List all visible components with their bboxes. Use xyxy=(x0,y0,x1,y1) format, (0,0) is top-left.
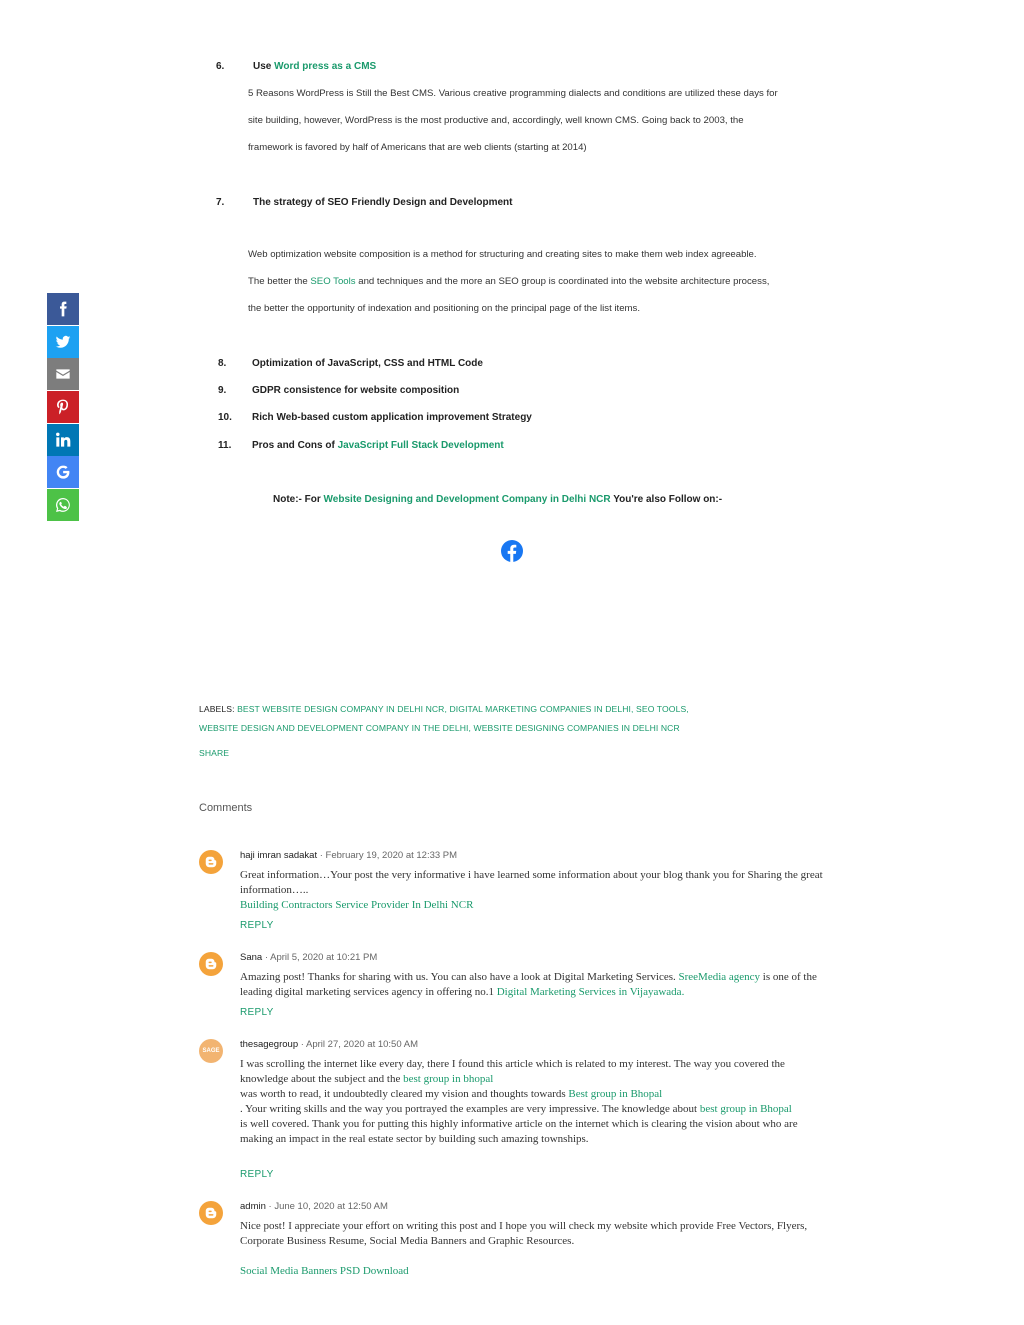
facebook-follow-icon[interactable] xyxy=(501,540,523,562)
comment-link[interactable]: Building Contractors Service Provider In Delhi NCR xyxy=(240,899,474,911)
comments-heading: Comments xyxy=(199,802,253,814)
comment-body xyxy=(240,1219,830,1249)
label-link[interactable]: SEO TOOLS, xyxy=(636,704,689,714)
comment-date[interactable]: · April 27, 2020 at 10:50 AM xyxy=(300,1039,418,1050)
reply-button[interactable]: REPLY xyxy=(240,1007,274,1018)
comment-author: admin xyxy=(240,1201,266,1212)
wordpress-cms-link[interactable]: Word press as a CMS xyxy=(274,61,377,72)
comment-author: thesagegroup xyxy=(240,1039,299,1050)
list-number-8: 8. xyxy=(218,358,227,369)
google-icon xyxy=(55,464,71,480)
comment-body xyxy=(240,1057,830,1147)
list-number-9: 9. xyxy=(218,385,227,396)
whatsapp-share-button[interactable] xyxy=(47,489,79,521)
list-number-11: 11. xyxy=(218,440,232,451)
item-7-paragraph-line-1: Web optimization website composition is a method for structuring and creating sites to make them web index agreeable. xyxy=(248,249,757,260)
blogger-icon xyxy=(204,855,218,869)
comment-link[interactable]: Social Media Banners PSD Download xyxy=(240,1265,409,1277)
item-7-line-2-post: and techniques and the more an SEO group is coordinated into the website architecture process, xyxy=(355,276,770,287)
item-7-line-2-pre: The better the xyxy=(248,276,311,287)
seo-tools-link[interactable]: SEO Tools xyxy=(310,276,356,287)
comment-link[interactable]: SreeMedia agency xyxy=(678,971,761,983)
comment-author: Sana xyxy=(240,952,263,963)
comment-link-line xyxy=(240,1264,830,1279)
blogger-icon xyxy=(204,957,218,971)
note-post: You're also Follow on:- xyxy=(610,494,723,505)
comment-meta xyxy=(240,1039,418,1050)
comment-meta xyxy=(240,850,457,861)
labels-key: LABELS: xyxy=(199,704,238,714)
linkedin-share-button[interactable] xyxy=(47,424,79,456)
email-share-button[interactable] xyxy=(47,358,79,390)
comment-link[interactable]: Best group in Bhopal xyxy=(568,1088,663,1100)
item-11-heading xyxy=(252,440,504,451)
comment-date[interactable]: · June 10, 2020 at 12:50 AM xyxy=(268,1201,388,1212)
comment-link[interactable]: Digital Marketing Services in Vijayawada xyxy=(496,986,682,998)
comment-body xyxy=(240,970,830,1000)
label-link[interactable]: WEBSITE DESIGNING COMPANIES IN DELHI NCR xyxy=(473,723,680,733)
twitter-icon xyxy=(55,334,71,350)
item-6-paragraph-line-2: site building, however, WordPress is the most productive and, accordingly, well known CMS. Going back to 2003, the xyxy=(248,115,744,126)
comment-text: Great information…Your post the very informative i have learned some information about your blog thank you for Sharing the great information….. xyxy=(240,869,823,896)
avatar xyxy=(199,850,223,874)
item-6-paragraph-line-3: framework is favored by half of Americans that are web clients (starting at 2014) xyxy=(248,142,587,153)
linkedin-icon xyxy=(55,432,71,448)
avatar xyxy=(199,1201,223,1225)
comment-date[interactable]: · April 5, 2020 at 10:21 PM xyxy=(264,952,378,963)
item-7-heading: The strategy of SEO Friendly Design and Development xyxy=(253,197,513,208)
list-number-6: 6. xyxy=(216,61,225,72)
item-8-heading: Optimization of JavaScript, CSS and HTML Code xyxy=(252,358,483,369)
comment-author: haji imran sadakat xyxy=(240,850,318,861)
comment-meta xyxy=(240,1201,388,1212)
website-designing-company-link[interactable]: Website Designing and Development Company in Delhi NCR xyxy=(323,494,611,505)
item-6-heading-text: Use xyxy=(253,61,275,72)
comment-meta xyxy=(240,952,377,963)
reply-button[interactable]: REPLY xyxy=(240,920,274,931)
post-labels-line-2 xyxy=(199,723,680,733)
avatar-text: SAGE xyxy=(202,1048,220,1054)
post-labels-line-1 xyxy=(199,704,689,714)
label-link[interactable]: DIGITAL MARKETING COMPANIES IN DELHI, xyxy=(449,704,634,714)
item-10-heading: Rich Web-based custom application improvement Strategy xyxy=(252,412,532,423)
follow-note xyxy=(273,494,722,505)
comment-link[interactable]: best group in Bhopal xyxy=(699,1103,792,1115)
google-share-button[interactable] xyxy=(47,456,79,488)
label-link[interactable]: WEBSITE DESIGN AND DEVELOPMENT COMPANY IN THE DELHI, xyxy=(199,723,471,733)
facebook-icon xyxy=(501,540,523,562)
item-6-heading xyxy=(253,61,376,72)
comment-text: Amazing post! Thanks for sharing with us. You can also have a look at Digital Marketing Services. xyxy=(240,971,679,983)
comment-text: is well covered. Thank you for putting this highly informative article on the internet which is clearing the vision about who are making an impact in the real estate sector by building such amazing townships. xyxy=(240,1118,798,1145)
avatar xyxy=(199,1039,223,1063)
comment-text: is one of the leading digital marketing services agency in offering no.1 xyxy=(240,971,817,998)
item-6-paragraph-line-1: 5 Reasons WordPress is Still the Best CMS. Various creative programming dialects and conditions are utilized these days for xyxy=(248,88,778,99)
blogger-icon xyxy=(204,1206,218,1220)
facebook-share-button[interactable] xyxy=(47,293,79,325)
list-number-10: 10. xyxy=(218,412,232,423)
comment-text: Nice post! I appreciate your effort on writing this post and I hope you will check my website which provide Free Vectors, Flyers, Corporate Business Resume, Social Media Banners and Graphic Resources. xyxy=(240,1220,808,1247)
list-number-7: 7. xyxy=(216,197,225,208)
item-7-paragraph-line-3: the better the opportunity of indexation and positioning on the principal page of the list items. xyxy=(248,303,640,314)
reply-button[interactable]: REPLY xyxy=(240,1169,274,1180)
twitter-share-button[interactable] xyxy=(47,326,79,358)
item-9-heading: GDPR consistence for website composition xyxy=(252,385,460,396)
comment-text: was worth to read, it undoubtedly cleared my vision and thoughts towards xyxy=(240,1088,569,1100)
facebook-icon xyxy=(55,301,71,317)
avatar xyxy=(199,952,223,976)
comment-body xyxy=(240,868,830,913)
pinterest-share-button[interactable] xyxy=(47,391,79,423)
comment-date[interactable]: · February 19, 2020 at 12:33 PM xyxy=(319,850,458,861)
note-pre: Note:- For xyxy=(273,494,324,505)
share-link[interactable]: SHARE xyxy=(199,748,230,758)
javascript-full-stack-link[interactable]: JavaScript Full Stack Development xyxy=(337,440,504,451)
whatsapp-icon xyxy=(55,497,71,513)
item-11-heading-text: Pros and Cons of xyxy=(252,440,338,451)
pinterest-icon xyxy=(55,399,71,415)
comment-text: I was scrolling the internet like every day, there I found this article which is related to my interest. The way you covered the knowledge about the subject and the xyxy=(240,1058,785,1085)
comment-link[interactable]: best group in bhopal xyxy=(403,1073,494,1085)
item-7-paragraph-line-2 xyxy=(248,276,769,287)
social-share-bar xyxy=(47,293,79,522)
comment-text: . xyxy=(681,986,685,998)
comment-text: . Your writing skills and the way you portrayed the examples are very impressive. The knowledge about xyxy=(240,1103,700,1115)
email-icon xyxy=(55,366,71,382)
label-link[interactable]: BEST WEBSITE DESIGN COMPANY IN DELHI NCR, xyxy=(237,704,447,714)
